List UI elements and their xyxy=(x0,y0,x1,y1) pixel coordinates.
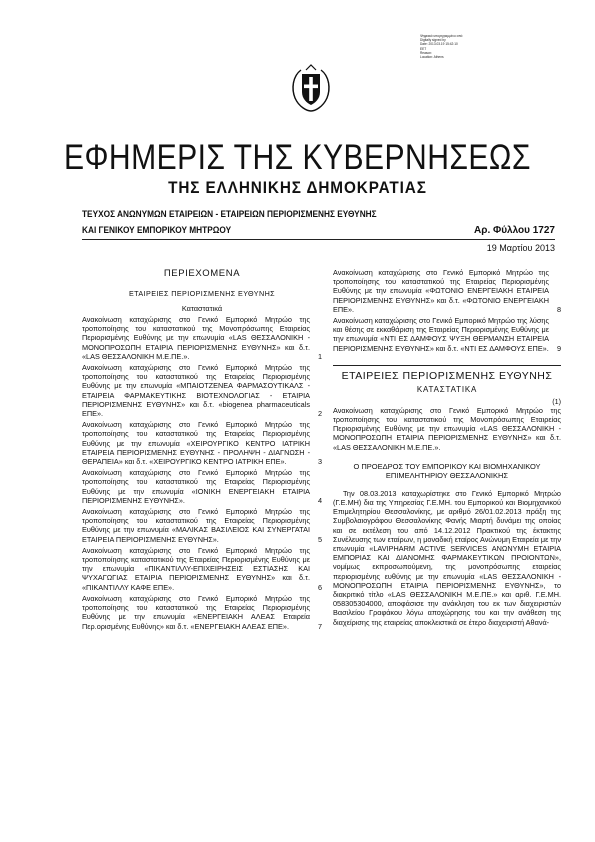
stamp-line: EET xyxy=(420,46,427,51)
chamber-line: ΕΠΙΜΕΛΗΤΗΡΙΟΥ ΘΕΣΣΑΛΟΝΙΚΗΣ xyxy=(385,471,509,481)
section-subheading: ΚΑΤΑΣΤΑΤΙΚΑ xyxy=(416,384,478,394)
issue-date: 19 Μαρτίου 2013 xyxy=(486,243,555,253)
toc-entry[interactable] xyxy=(82,315,322,361)
toc-entry-page: 8 xyxy=(556,304,561,314)
stamp-line: Ψηφιακά υπογεγραμμένο από xyxy=(420,34,463,38)
toc-entry[interactable] xyxy=(82,363,322,418)
toc-column-left xyxy=(82,268,322,633)
announcement-body: Την 08.03.2013 καταχωρίστηκε στο Γενικό Εμπορικό Μητρώο (Γ.Ε.ΜΗ) δια της Υπηρεσίας Γ.Ε.ΜΗ. του Εμπορικού και Βιομηχανικού Επιμελητηρίου Θεσσαλονίκης, με αριθμό 26/01.02.2013 πράξη της Συμβολαιογράφου Θεσσαλονίκης Φανής Μιαρτή δυνάμει της οποίας και σε εκτέλεση του από 14.12.2012 Πρακτικού της έκτακτης Συνέλευσης των εταίρων, η μοναδική εταίρος Ανώνυμη Εταιρεία με την επωνυμία «LAVIPHARM ACTIVE SERVICES ΑΝΩΝΥΜΗ ΕΤΑΙΡΙΑ ΕΜΠΟΡΙΑΣ ΚΑΙ ΔΙΑΝΟΜΗΣ ΦΑΡΜΑΚΕΥΤΙΚΩΝ ΠΡΟΙΟΝΤΩΝ», νομίμως εκπροσωπούμενη, της μονοπρόσωπης εταιρείας περιορισμένης ευθύνης με την επωνυμία «LAS ΘΕΣΣΑΛΟΝΙΚΗ - ΜΟΝΟΠΡΟΣΩΠΗ ΕΤΑΙΡΙΑ ΠΕΡΙΟΡΙΣΜΕΝΗΣ ΕΥΘΥΝΗΣ», το διακριτικό τίτλο «LAS ΘΕΣΣΑΛΟΝΙΚΗ Μ.Ε.ΠΕ.» και αριθ. Γ.Ε.ΜΗ. 058305304000, αποφάσισε την ανάκληση του εκ των διαχειριστών Βασιλείου Γραφάκου λόγω αποχώρησης του και την ανάθεση της διαχείρισης της εταιρείας αποκλειστικά σε έτερο διαχειριστή Αθανά- xyxy=(333,488,561,627)
stamp-line: Reason: xyxy=(420,50,432,55)
toc-subsection-title: Καταστατικά xyxy=(181,304,223,313)
toc-heading: ΠΕΡΙΕΧΟΜΕΝΑ xyxy=(163,268,241,279)
toc-entry[interactable] xyxy=(82,594,322,631)
header-rule xyxy=(82,239,555,240)
toc-entry-page: 7 xyxy=(317,621,322,631)
chamber-line: Ο ΠΡΟΕΔΡΟΣ ΤΟΥ ΕΜΠΟΡΙΚΟΥ ΚΑΙ ΒΙΟΜΗΧΑΝΙΚΟΥ xyxy=(353,461,541,471)
toc-section-title: ΕΤΑΙΡΕΙΕΣ ΠΕΡΙΟΡΙΣΜΕΝΗΣ ΕΥΘΥΝΗΣ xyxy=(128,289,276,298)
toc-entry-text: Ανακοίνωση καταχώρισης στο Γενικό Εμπορικό Μητρώο της τροποποίησης του καταστατικού της Μονοπρόσωπης Εταιρείας Περιορισμένης Ευθύνης με την επωνυμία «LAS ΘΕΣΣΑΛΟΝΙΚΗ - ΜΟΝΟΠΡΟΣΩΠΗ ΕΤΑΙΡΙΑ ΠΕΡΙΟΡΙΣΜΕΝΗΣ ΕΥΘΥΝΗΣ» και δ.τ. «LAS ΘΕΣΣΑΛΟΝΙΚΗ Μ.Ε.ΠΕ.». xyxy=(82,315,310,361)
toc-entry[interactable] xyxy=(82,507,322,544)
toc-entry-text: Ανακοίνωση καταχώρισης στο Γενικό Εμπορικό Μητρώο της τροποποίησης του καταστατικού της Εταιρείας Περιορισμένης Ευθύνης με την επωνυμία «ΕΝΕΡΓΕΙΑΚΗ ΑΛΕΑΣ Εταιρεία Περ.ορισμένης Ευθύνης» και δ.τ. «ΕΝΕΡΓΕΙΑΚΗ ΑΛΕΑΣ ΕΠΕ». xyxy=(82,593,310,631)
toc-entry[interactable] xyxy=(82,420,322,466)
stamp-line: Location: Athens xyxy=(420,55,444,60)
gazette-subtitle: ΤΗΣ ΕΛΛΗΝΙΚΗΣ ΔΗΜΟΚΡΑΤΙΑΣ xyxy=(168,178,427,197)
sheet-number: Αρ. Φύλλου 1727 xyxy=(474,225,555,236)
stamp-line: Digitally signed by xyxy=(420,38,446,43)
toc-entry-text: Ανακοίνωση καταχώρισης στο Γενικό Εμπορικό Μητρώο της λύσης και θέσης σε εκκαθάριση της Εταιρείας Περιορισμένης Ευθύνης με την επωνυμία «ΝΤΙ ΕΣ ΔΑΜΦΟΥΣ ΨΥΞΗ ΘΕΡΜΑΝΣΗ ΕΤΑΙΡΕΙΑ ΠΕΡΙΟΡΙΣΜΕΝΗΣ ΕΥΘΥΝΗΣ» και δ.τ. «ΝΤΙ ΕΣ ΔΑΜΦΟΥΣ ΕΠΕ». xyxy=(333,316,549,353)
content-column-right xyxy=(333,268,561,627)
toc-entry-page: 9 xyxy=(556,343,561,353)
toc-entry[interactable] xyxy=(82,546,322,592)
toc-entry-text: Ανακοίνωση καταχώρισης στο Γενικό Εμπορικό Μητρώο της τροποποίησης καταστατικού της Εταιρείας Περιορισμένης Ευθύνης με την επωνυμία «ΠΙΚΑΝΤΙΛΛΥ-ΕΠΙΧΕΙΡΗΣΕΙΣ ΕΣΤΙΑΣΗΣ ΚΑΙ ΨΥΧΑΓΩΓΙΑΣ ΕΤΑΙΡΙΑ ΠΕΡΙΟΡΙΣΜΕΝΗΣ ΕΥΘΥΝΗΣ» και δ.τ. «ΠΙΚΑΝΤΙΛΛΥ ΚΑΦΕ ΕΠΕ». xyxy=(82,545,310,592)
coat-of-arms-icon xyxy=(289,62,333,112)
announcement-number: (1) xyxy=(552,396,561,406)
toc-entry-text: Ανακοίνωση καταχώρισης στο Γενικό Εμπορικό Μητρώο της τροποποίησης του καταστατικού της Εταιρείας Περιορισμένης Ευθύνης με την επωνυμία «ΜΠΑΙΟΤΖΕΝΕΑ ΦΑΡΜΑΣΟΥΤΙΚΑΛΣ - ΕΤΑΙΡΕΙΑ ΦΑΡΜΑΚΕΥΤΙΚΗΣ ΒΙΟΤΕΧΝΟΛΟΓΙΑΣ - ΕΤΑΙΡΙΑ ΠΕΡΙΟΡΙΣΜΕΝΗΣ ΕΥΘΥΝΗΣ» και δ.τ. «biogenea pharmaceuticals ΕΠΕ». xyxy=(82,363,310,419)
toc-entry-page: 3 xyxy=(317,457,322,467)
toc-entry-text: Ανακοίνωση καταχώρισης στο Γενικό Εμπορικό Μητρώο της τροποποίησης του καταστατικού της Εταιρείας Περιορισμένης Ευθύνης με την επωνυμία «ΦΩΤΟΝΙΟ ΕΝΕΡΓΕΙΑΚΗ ΕΤΑΙΡΕΙΑ ΠΕΡΙΟΡΙΣΜΕΝΗΣ ΕΥΘΥΝΗΣ» και δ.τ. «ΦΩΤΟΝΙΟ ΕΝΕΡΓΕΙΑΚΗ ΕΠΕ». xyxy=(333,268,549,314)
announcement-lead: Ανακοίνωση καταχώρισης στο Γενικό Εμπορικό Μητρώο της τροποποίησης του καταστατικού της Μονοπρόσωπης Εταιρείας Περιορισμένης Ευθύνης με την επωνυμία «LAS ΘΕΣΣΑΛΟΝΙΚΗ - ΜΟΝΟΠΡΟΣΩΠΗ ΕΤΑΙΡΙΑ ΠΕΡΙΟΡΙΣΜΕΝΗΣ ΕΥΘΥΝΗΣ» και δ.τ. «LAS ΘΕΣΣΑΛΟΝΙΚΗ Μ.Ε.ΠΕ.». xyxy=(333,405,561,452)
toc-entry-text: Ανακοίνωση καταχώρισης στο Γενικό Εμπορικό Μητρώο της τροποποίησης του καταστατικού της Εταιρείας Περιορισμένης Ευθύνης με την επωνυμία «ΧΕΙΡΟΥΡΓΙΚΟ ΚΕΝΤΡΟ ΙΑΤΡΙΚΗ ΕΤΑΙΡΕΙΑ ΠΕΡΙΟΡΙΣΜΕΝΗΣ ΕΥΘΥΝΗΣ - ΠΡΟΛΗΨΗ - ΔΙΑΓΝΩΣΗ - ΘΕΡΑΠΕΙΑ» και δ.τ. «ΧΕΙΡΟΥΡΓΙΚΟ ΚΕΝΤΡΟ ΙΑΤΡΙΚΗ ΕΠΕ». xyxy=(82,420,310,467)
toc-entry-page: 5 xyxy=(317,534,322,544)
issue-series-line1: ΤΕΥΧΟΣ ΑΝΩΝΥΜΩΝ ΕΤΑΙΡΕΙΩΝ - ΕΤΑΙΡΕΙΩΝ ΠΕΡΙΟΡΙΣΜΕΝΗΣ ΕΥΘΥΝΗΣ xyxy=(82,209,377,219)
toc-entry-page: 2 xyxy=(317,409,322,419)
gazette-title: ΕΦΗΜΕΡΙΣ ΤΗΣ ΚΥΒΕΡΝΗΣΕΩΣ xyxy=(63,138,531,177)
issue-series-line2: ΚΑΙ ΓΕΝΙΚΟΥ ΕΜΠΟΡΙΚΟΥ ΜΗΤΡΩΟΥ xyxy=(82,225,232,235)
toc-entry-text: Ανακοίνωση καταχώρισης στο Γενικό Εμπορικό Μητρώο της τροποποίησης του καταστατικού της Εταιρείας Περιορισμένης Ευθύνης με την επωνυμία «ΜΑΛΙΚΑΣ ΒΑΣΙΛΕΙΟΣ ΚΑΙ ΣΥΝΕΡΓΑΤΑΙ ΕΤΑΙΡΕΙΑ ΠΕΡΙΟΡΙΣΜΕΝΗΣ ΕΥΘΥΝΗΣ». xyxy=(82,507,310,544)
toc-entry-page: 1 xyxy=(317,351,322,361)
stamp-line: Date: 2013.03.19 15:42:10 xyxy=(420,42,458,47)
section-heading: ΕΤΑΙΡΕΙΕΣ ΠΕΡΙΟΡΙΣΜΕΝΗΣ ΕΥΘΥΝΗΣ xyxy=(333,365,561,382)
digital-signature-stamp xyxy=(420,34,480,59)
toc-entry[interactable] xyxy=(333,316,561,353)
toc-entry-text: Ανακοίνωση καταχώρισης στο Γενικό Εμπορικό Μητρώο της τροποποίησης του καταστατικού της Εταιρείας Περιορισμένης Ευθύνης με την επωνυμία «ΙΟΝΙΚΗ ΕΝΕΡΓΕΙΑΚΗ ΕΤΑΙΡΙΑ ΠΕΡΙΟΡΙΣΜΕΝΗΣ ΕΥΘΥΝΗΣ». xyxy=(82,468,310,505)
toc-entry[interactable] xyxy=(82,468,322,505)
toc-entry[interactable] xyxy=(333,268,561,314)
chamber-heading xyxy=(333,462,561,481)
toc-entry-page: 6 xyxy=(317,582,322,592)
toc-entry-page: 4 xyxy=(317,495,322,505)
